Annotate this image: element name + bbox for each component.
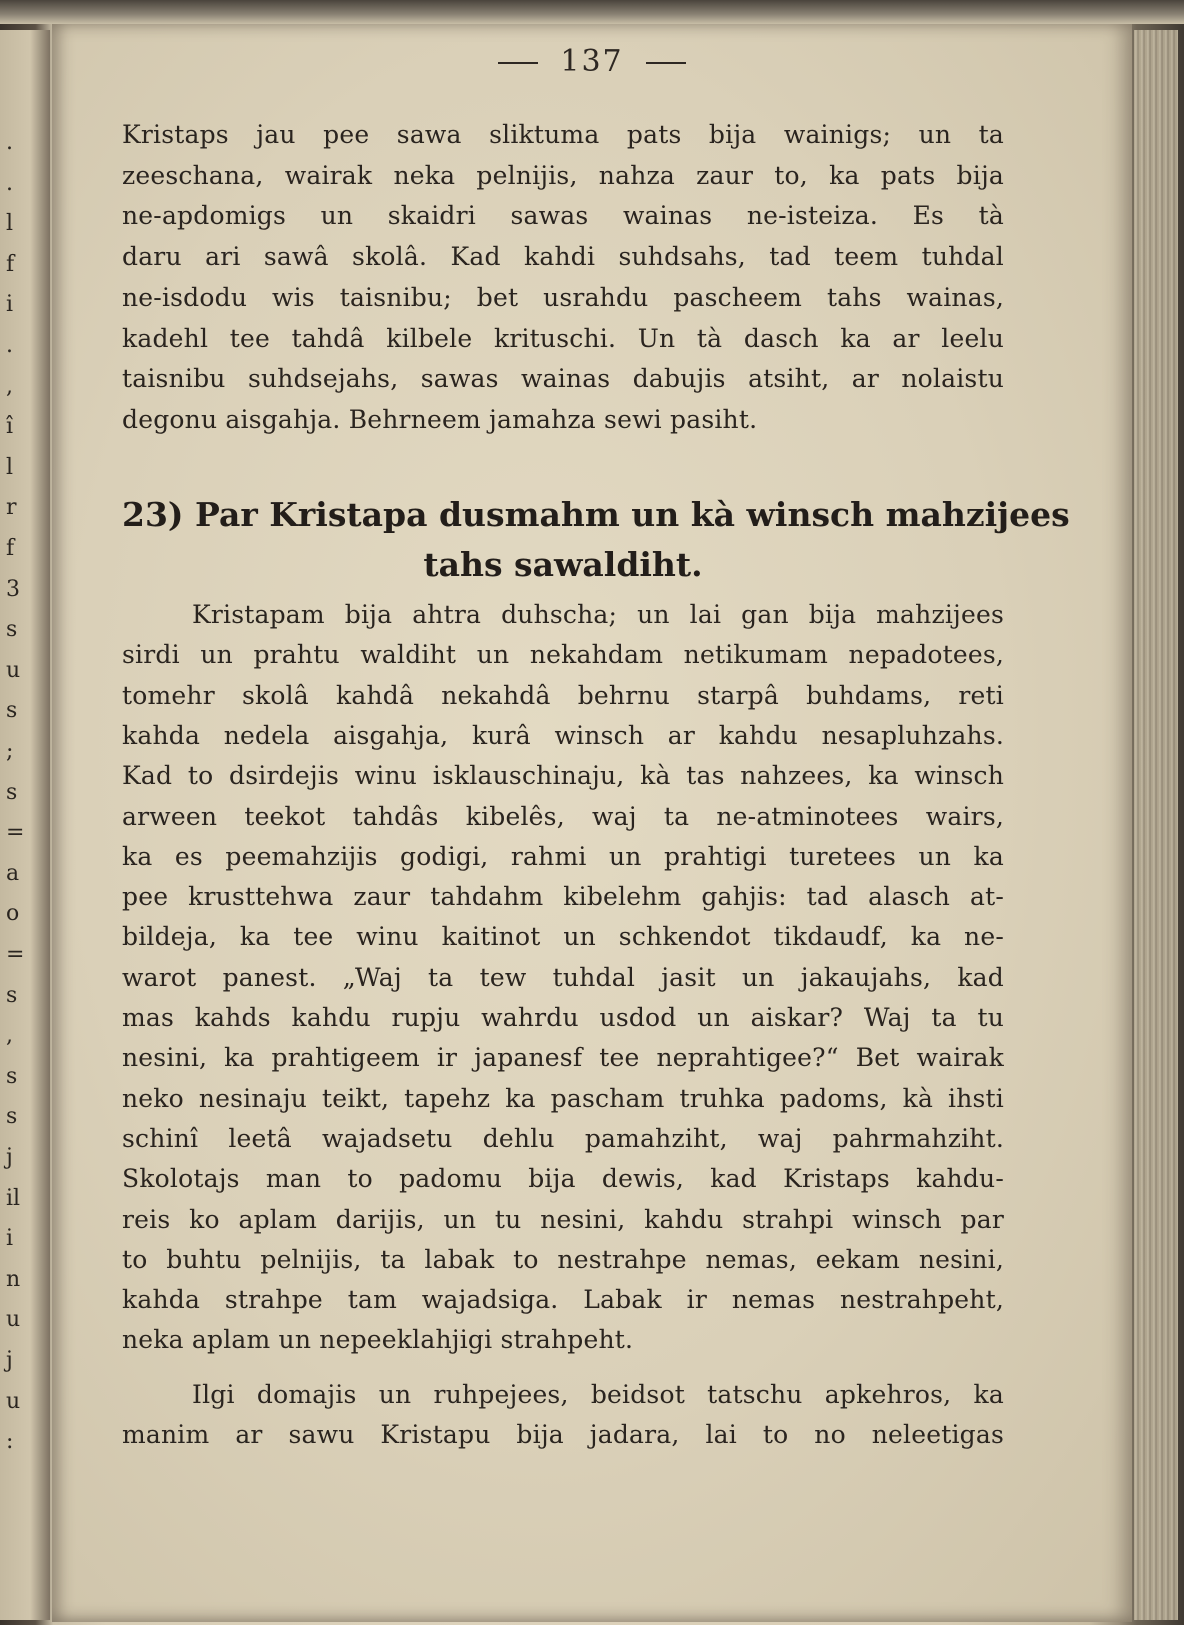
gutter-fragment: , [6, 1023, 13, 1049]
gutter-fragment: = [6, 820, 25, 846]
previous-page-edge [0, 30, 50, 1620]
gutter-fragment: , [6, 373, 13, 399]
gutter-fragment: u [6, 657, 21, 683]
gutter-fragment: . [6, 130, 13, 155]
text-line: Skolotajs man to padomu bija dewis, kad Kristaps kahdu- [122, 1164, 1004, 1194]
gutter-fragment: i [6, 1226, 14, 1252]
text-line: neka aplam un nepeeklahjigi strahpeht. [122, 1325, 634, 1355]
gutter-fragment: i [6, 292, 14, 318]
gutter-fragment: f [6, 536, 15, 561]
gutter-fragment: s [6, 1104, 18, 1130]
text-line: daru ari sawâ skolâ. Kad kahdi suhdsahs, tad teem tuhdal [122, 242, 1004, 272]
text-line: pee krusttehwa zaur tahdahm kibelehm gahjis: tad alasch at- [122, 882, 1004, 912]
text-line: kahda nedela aisgahja, kurâ winsch ar kahdu nesapluhzahs. [122, 720, 1004, 750]
gutter-fragment: s [6, 698, 18, 724]
text-line: arween teekot tahdâs kibelês, waj ta ne-atminotees wairs, [122, 801, 1004, 831]
gutter-fragment: ; [6, 739, 14, 764]
text-line: bildeja, ka tee winu kaitinot un schkendot tikdaudf, ka ne- [122, 922, 1004, 952]
gutter-fragment: : [6, 1429, 14, 1455]
text-line: Kristaps jau pee sawa sliktuma pats bija wainigs; un ta [122, 120, 1004, 149]
book-top-edge [0, 0, 1184, 24]
gutter-fragment: j [6, 1348, 13, 1373]
page-number-text: 137 [560, 44, 624, 79]
text-line: sirdi un prahtu waldiht un nekahdam netikumam nepadotees, [122, 640, 1004, 670]
heading-line: tahs sawaldiht. [423, 545, 703, 584]
gutter-fragment: = [6, 942, 25, 967]
page-number-dash-left [498, 62, 538, 64]
gutter-fragment: r [6, 495, 17, 521]
text-line: schinî leetâ wajadsetu dehlu pamahziht, waj pahrmahziht. [122, 1123, 1004, 1153]
gutter-fragment: l [6, 211, 14, 237]
gutter-fragment: . [6, 333, 13, 358]
text-line: neko nesinaju teikt, tapehz ka pascham truhka padoms, kà ihsti [122, 1083, 1004, 1113]
text-line: ka es peemahzijis godigi, rahmi un prahtigi turetees un ka [122, 841, 1004, 871]
gutter-fragment: s [6, 982, 18, 1008]
gutter-fragment: f [6, 251, 15, 277]
text-line: to buhtu pelnijis, ta labak to nestrahpe nemas, eekam nesini, [122, 1244, 1004, 1274]
heading-line: 23) Par Kristapa dusmahm un kà winsch mahzijees [122, 495, 1070, 534]
text-line: Kad to dsirdejis winu isklauschinaju, kà tas nahzees, ka winsch [122, 761, 1004, 791]
gutter-fragment: s [6, 1063, 18, 1089]
text-line: manim ar sawu Kristapu bija jadara, lai to no neleetigas [122, 1420, 1004, 1450]
text-line: mas kahds kahdu rupju wahrdu usdod un aiskar? Waj ta tu [122, 1003, 1004, 1032]
text-line: degonu aisgahja. Behrneem jamahza sewi pasiht. [122, 404, 758, 434]
page-number [0, 44, 1184, 79]
gutter-fragment: u [6, 1388, 21, 1414]
text-line: kahda strahpe tam wajadsiga. Labak ir nemas nestrahpeht, [122, 1285, 1004, 1315]
gutter-fragment: . [6, 170, 13, 196]
gutter-fragment: l [6, 454, 14, 480]
text-line: taisnibu suhdsejahs, sawas wainas dabujis atsiht, ar nolaistu [122, 364, 1004, 394]
page-number-dash-right [646, 62, 686, 64]
text-line: Kristapam bija ahtra duhscha; un lai gan bija mahzijees [192, 600, 1004, 629]
gutter-fragment: î [6, 414, 14, 440]
gutter-fragment: a [6, 860, 20, 886]
gutter-fragment: 3 [6, 576, 20, 602]
text-line: tomehr skolâ kahdâ nekahdâ behrnu starpâ buhdams, reti [122, 680, 1004, 710]
page-stack-edges [1134, 30, 1178, 1620]
gutter-fragment: u [6, 1307, 21, 1333]
gutter-fragment: n [6, 1266, 21, 1292]
gutter-fragment: il [6, 1185, 21, 1211]
gutter-fragment: j [6, 1145, 13, 1170]
text-line: reis ko aplam darijis, un tu nesini, kahdu strahpi winsch par [122, 1204, 1004, 1234]
text-line: kadehl tee tahdâ kilbele krituschi. Un tà dasch ka ar leelu [122, 323, 1004, 353]
text-line: ne-isdodu wis taisnibu; bet usrahdu pascheem tahs wainas, [122, 282, 1004, 312]
gutter-fragment: s [6, 779, 18, 805]
text-line: Ilgi domajis un ruhpejees, beidsot tatschu apkehros, ka [192, 1380, 1004, 1409]
text-line: nesini, ka prahtigeem ir japanesf tee neprahtigee?“ Bet wairak [122, 1043, 1004, 1073]
gutter-fragment: s [6, 617, 18, 643]
text-line: zeeschana, wairak neka pelnijis, nahza zaur to, ka pats bija [122, 160, 1004, 190]
gutter-fragment: o [6, 901, 20, 927]
text-line: ne-apdomigs un skaidri sawas wainas ne-isteiza. Es tà [122, 201, 1004, 231]
text-line: warot panest. „Waj ta tew tuhdal jasit un jakaujahs, kad [122, 962, 1004, 992]
